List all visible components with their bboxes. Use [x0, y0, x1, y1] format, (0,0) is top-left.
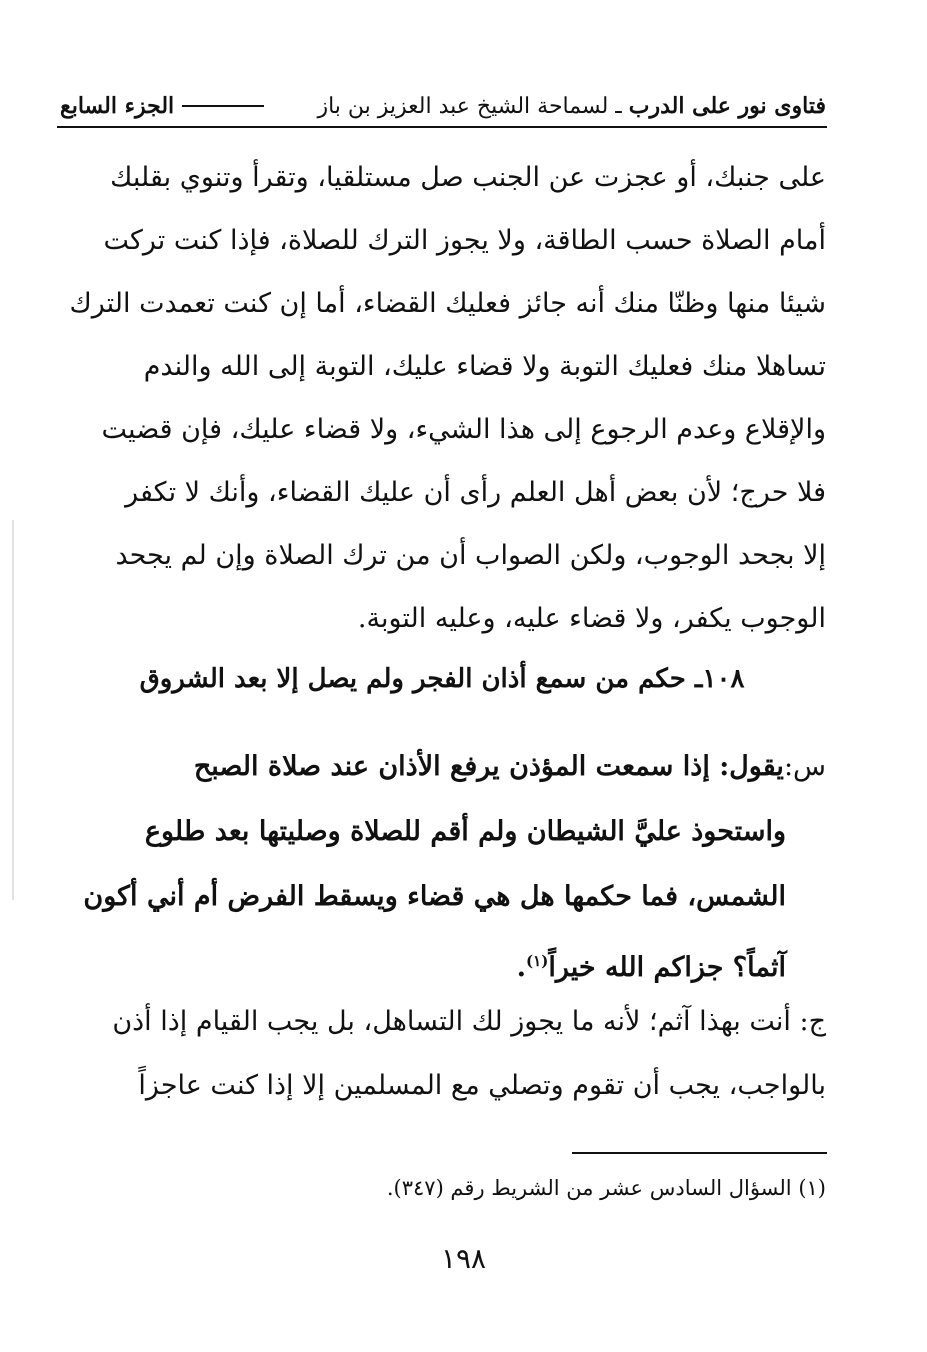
footnote-divider: [572, 1152, 827, 1154]
author-line: ـ لسماحة الشيخ عبد العزيز بن باز: [317, 94, 622, 119]
text-line: تساهلا منك فعليك التوبة ولا قضاء عليك، التوبة إلى الله والندم: [143, 351, 826, 382]
footnote: (١) السؤال السادس عشر من الشريط رقم (٣٤٧).: [386, 1176, 826, 1200]
answer-line: ج: أنت بهذا آثم؛ لأنه ما يجوز لك التساهل، بل يجب القيام إذا أذن: [112, 1006, 826, 1037]
paragraph-continuation: [58, 146, 826, 650]
question-prefix: س:: [783, 751, 826, 782]
text-line: على جنبك، أو عجزت عن الجنب صل مستلقيا، وتقرأ وتنوي بقلبك: [110, 162, 826, 193]
book-title: فتاوى نور على الدرب: [628, 93, 826, 119]
text-line: والإقلاع وعدم الرجوع إلى هذا الشيء، ولا قضاء عليك، فإن قضيت: [101, 414, 826, 445]
text-line: فلا حرج؛ لأن بعض أهل العلم رأى أن عليك القضاء، وأنك لا تكفر: [125, 477, 826, 508]
text-line: الوجوب يكفر، ولا قضاء عليه، وعليه التوبة.: [357, 603, 826, 634]
volume-label: الجزء السابع: [60, 93, 175, 119]
text-line: إلا بجحد الوجوب، ولكن الصواب أن من ترك الصلاة وإن لم يجحد: [115, 540, 826, 571]
question-block: [58, 734, 826, 1000]
question-line: [58, 734, 826, 799]
question-text: يقول: إذا سمعت المؤذن يرفع الأذان عند صلاة الصبح: [193, 751, 784, 782]
header-book-title: [317, 93, 826, 119]
header-volume-group: [60, 93, 272, 119]
text-line: شيئا منها وظنّا منك أنه جائز فعليك القضاء، أما إن كنت تعمدت الترك: [69, 288, 826, 319]
question-line: الشمس، فما حكمها هل هي قضاء ويسقط الفرض أم أني أكون: [83, 881, 786, 912]
answer-line: بالواجب، يجب أن تقوم وتصلي مع المسلمين إلا إذا كنت عاجزاً: [138, 1070, 826, 1101]
text-line: أمام الصلاة حسب الطاقة، ولا يجوز الترك للصلاة، فإذا كنت تركت: [103, 225, 826, 256]
page-number: ١٩٨: [440, 1242, 487, 1275]
question-end: .: [516, 952, 527, 983]
question-text: آثماً؟ جزاكم الله خيراً: [548, 952, 786, 983]
question-line: واستحوذ عليَّ الشيطان ولم أقم للصلاة وصليتها بعد طلوع: [144, 816, 786, 847]
scan-edge-mark: [12, 520, 14, 900]
header-divider: [57, 126, 827, 128]
answer-block: [58, 990, 826, 1118]
header-rule: [182, 105, 264, 107]
footnote-reference: (١): [526, 952, 549, 970]
section-heading: ١٠٨ـ حكم من سمع أذان الفجر ولم يصل إلا بعد الشروق: [139, 664, 745, 694]
running-header: [60, 86, 826, 126]
